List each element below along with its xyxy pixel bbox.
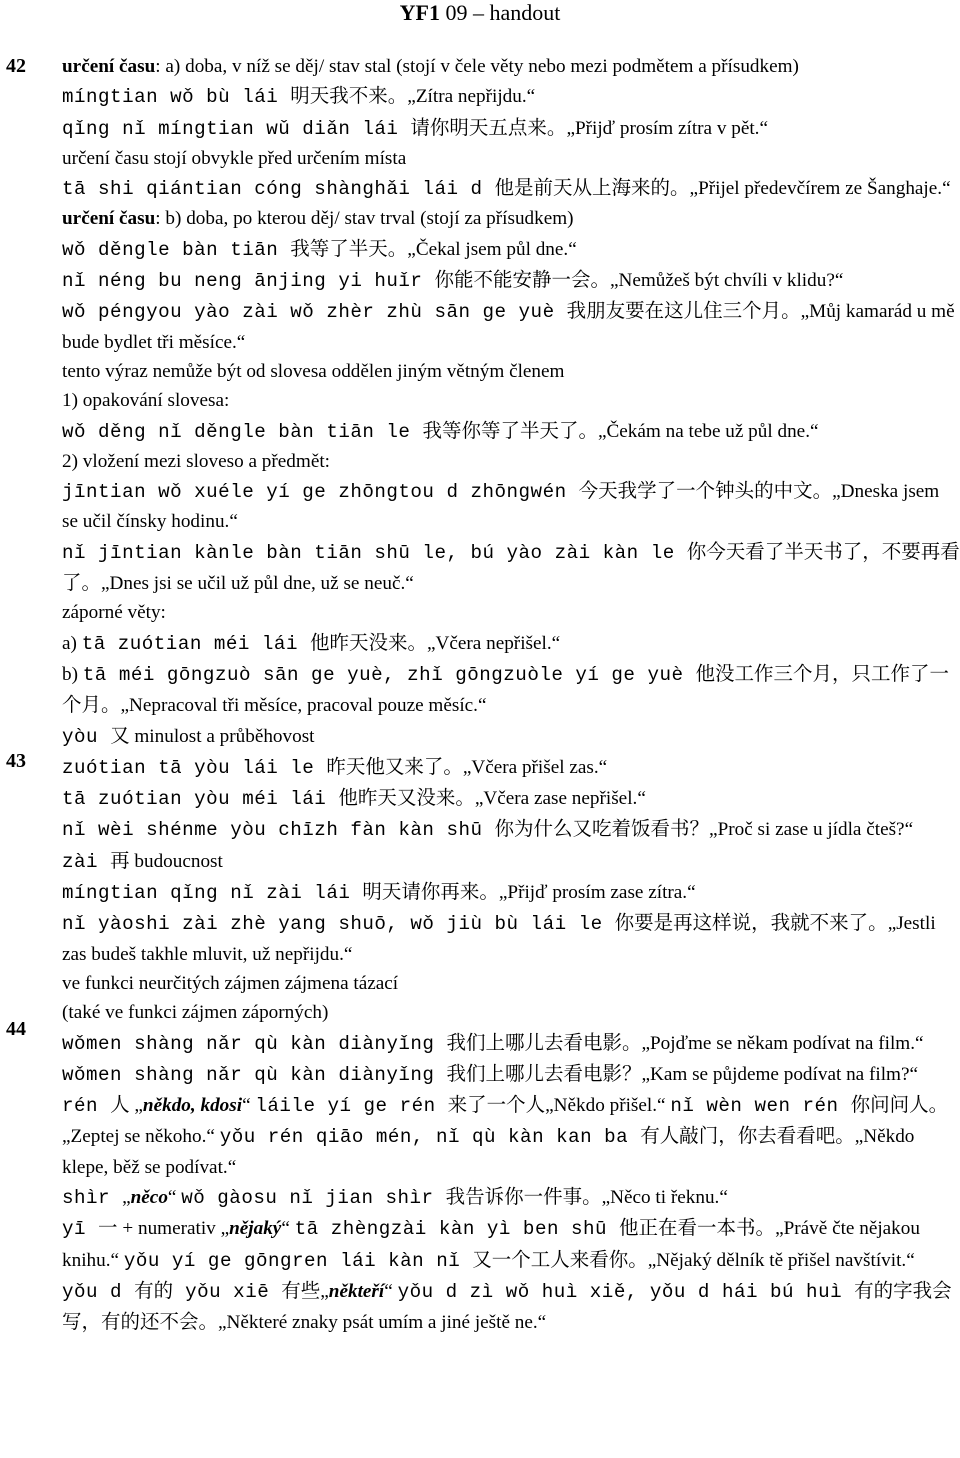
example-line: wǒ děngle bàn tiān 我等了半天。„Čekal jsem půl dne.“ — [62, 236, 577, 261]
example-line: nǐ néng bu neng ānjing yi huǐr 你能不能安静一会。„Nemůžeš být chvíli v klidu?“ — [62, 268, 844, 293]
section-number-44: 44 — [6, 1018, 26, 1040]
line-44-heading: ve funkci neurčitých zájmen zájmena tázací — [62, 972, 399, 994]
example-line: wǒ péngyou yào zài wǒ zhèr zhù sān ge yuè 我朋友要在这儿住三个月。„Můj kamarád u mě bude bydlet tři měsíce.“ — [62, 299, 955, 353]
example-line: rén 人 „někdo, kdosi“ láile yí ge rén 来了一个人„Někdo přišel.“ nǐ wèn wen rén 你问问人。„Zeptej se někoho.“ yǒu rén qiāo mén, nǐ qù kàn kan ba 有人敲门，你去看看吧。„Někdo klepe, běž se podívat.“ — [62, 1093, 949, 1178]
example-line: tā zuótian yòu méi lái 他昨天又没来。„Včera zase nepřišel.“ — [62, 786, 646, 811]
page-title — [0, 0, 960, 26]
note-line: zài 再 budoucnost — [62, 848, 223, 873]
example-line: b) tā méi gōngzuò sān ge yuè, zhǐ gōngzuòle yí ge yuè 他没工作三个月，只工作了一个月。„Nepracoval tři měsíce, pracoval pouze měsíc.“ — [62, 661, 950, 717]
example-line: jīntian wǒ xuéle yí ge zhōngtou d zhōngwén 今天我学了一个钟头的中文。„Dneska jsem se učil čínsky hodinu.“ — [62, 479, 940, 533]
example-line: zuótian tā yòu lái le 昨天他又来了。„Včera přišel zas.“ — [62, 754, 608, 779]
note-line: tento výraz nemůže být od slovesa oddělen jiným větným členem — [62, 360, 565, 382]
section-number-42: 42 — [6, 55, 26, 77]
example-line: shìr „něco“ wǒ gàosu nǐ jian shìr 我告诉你一件事。„Něco ti řeknu.“ — [62, 1184, 728, 1209]
title-rest: 09 – handout — [439, 0, 561, 25]
example-line: nǐ wèi shénme yòu chīzh fàn kàn shū 你为什么又吃着饭看书？„Proč si zase u jídla čteš?“ — [62, 817, 914, 842]
example-line: wǒmen shàng nǎr qù kàn diànyǐng 我们上哪儿去看电影？„Kam se půjdeme podívat na film?“ — [62, 1061, 919, 1086]
note-line: určení času stojí obvykle před určením místa — [62, 147, 407, 169]
example-line: tā shi qiántian cóng shànghǎi lái d 他是前天从上海来的。„Přijel předevčírem ze Šanghaje.“ — [62, 176, 951, 201]
example-line: nǐ jīntian kànle bàn tiān shū le, bú yào zài kàn le 你今天看了半天书了，不要再看了。„Dnes jsi se učil už půl dne, už se neuč.“ — [62, 539, 960, 595]
note-line: (také ve funkci zájmen záporných) — [62, 1002, 329, 1024]
example-line: qǐng nǐ míngtian wǔ diǎn lái 请你明天五点来。„Přijď prosím zítra v pět.“ — [62, 115, 768, 140]
example-line: wǒ děng nǐ děngle bàn tiān le 我等你等了半天了。„Čekám na tebe už půl dne.“ — [62, 418, 819, 443]
note-line: 1) opakování slovesa: — [62, 390, 230, 412]
note-line: 2) vložení mezi sloveso a předmět: — [62, 450, 331, 472]
handout-body — [62, 52, 960, 1337]
example-line: yī 一 + numerativ „nějaký“ tā zhèngzài kàn yì ben shū 他正在看一本书。„Právě čte nějakou knihu.“ yǒu yí ge gōngren lái kàn nǐ 又一个工人来看你。„Nějaký dělník tě přišel navštívit.“ — [62, 1216, 920, 1272]
line-heading-b: určení času: b) doba, po kterou děj/ stav trval (stojí za přísudkem) — [62, 208, 574, 230]
example-line: míngtian qǐng nǐ zài lái 明天请你再来。„Přijď prosím zase zítra.“ — [62, 880, 696, 905]
example-line: nǐ yàoshi zài zhè yang shuō, wǒ jiù bù lái le 你要是再这样说，我就不来了。„Jestli zas budeš takhle mluvit, už nepřijdu.“ — [62, 911, 936, 965]
section-number-43: 43 — [6, 750, 26, 772]
example-line: wǒmen shàng nǎr qù kàn diànyǐng 我们上哪儿去看电影。„Pojďme se někam podívat na film.“ — [62, 1030, 924, 1055]
line-43-heading: yòu 又 minulost a průběhovost — [62, 723, 315, 748]
example-line: míngtian wǒ bù lái 明天我不来。„Zítra nepřijdu.“ — [62, 84, 536, 109]
title-course: YF1 — [399, 0, 440, 25]
line-42-heading: určení času: a) doba, v níž se děj/ stav stal (stojí v čele věty nebo mezi podmětem a přísudkem) — [62, 56, 799, 77]
example-line: yǒu d 有的 yǒu xiē 有些„někteří“ yǒu d zì wǒ huì xiě, yǒu d hái bú huì 有的字我会写，有的还不会。„Některé znaky psát umím a jiné ještě ne.“ — [62, 1278, 952, 1334]
note-line: záporné věty: — [62, 602, 166, 624]
example-line: a) tā zuótian méi lái 他昨天没来。„Včera nepřišel.“ — [62, 630, 561, 655]
